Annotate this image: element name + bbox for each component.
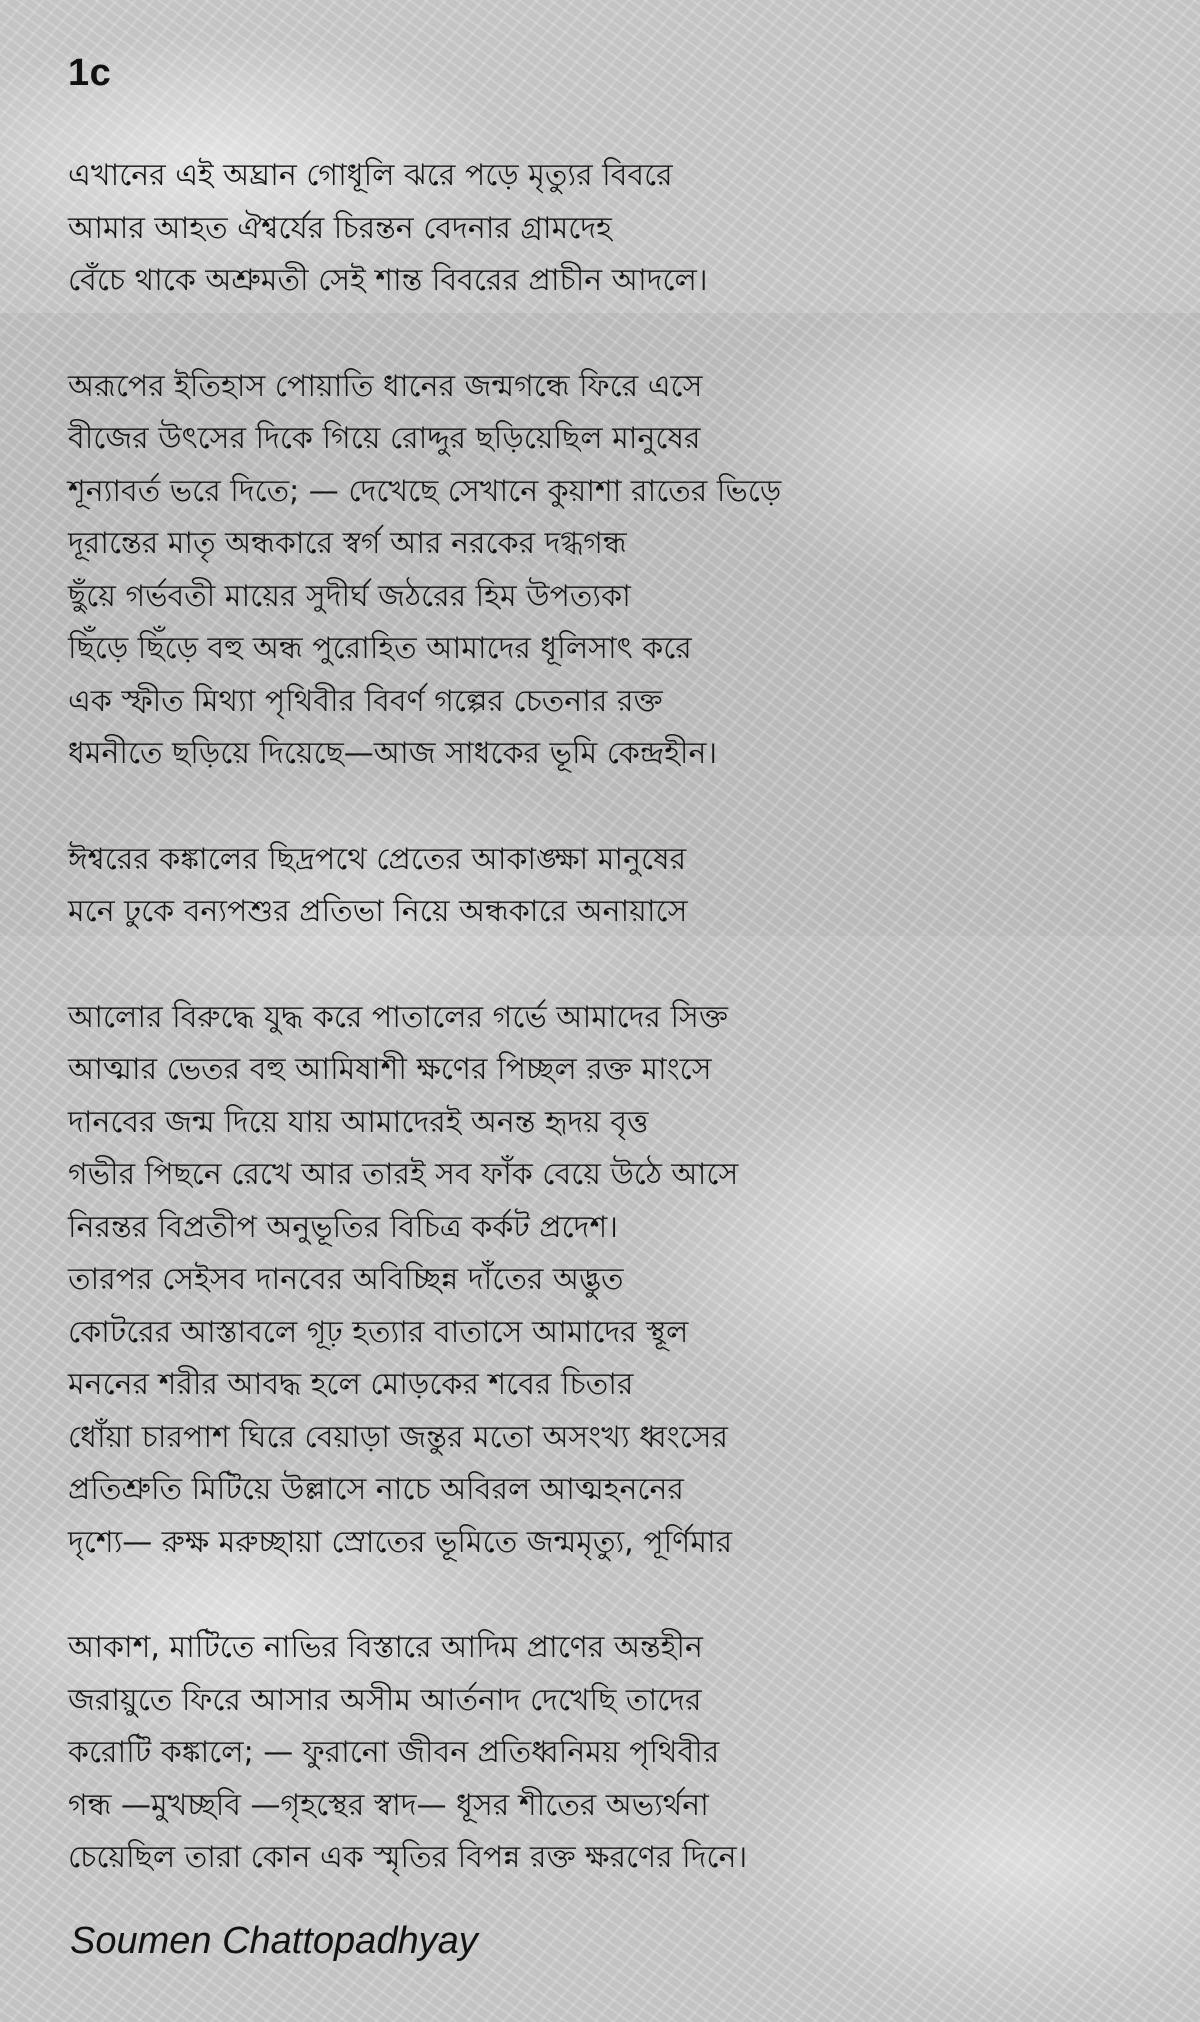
- poem-line: করোটি কঙ্কালে; — ফুরানো জীবন প্রতিধ্বনিময় পৃথিবীর: [68, 1735, 720, 1770]
- poem-line: আকাশ, মাটিতে নাভির বিস্তারে আদিম প্রাণের অন্তহীন: [68, 1630, 703, 1665]
- poem-line: ধোঁয়া চারপাশ ঘিরে বেয়াড়া জন্তুর মতো অসংখ্য ধ্বংসের: [68, 1419, 729, 1455]
- poem-line: চেয়েছিল তারা কোন এক স্মৃতির বিপন্ন রক্ত ক্ষরণের দিনে।: [68, 1840, 748, 1875]
- stanza: [68, 150, 1148, 308]
- poem-line: ধমনীতে ছড়িয়ে দিয়েছে—আজ সাধকের ভূমি কেন্দ্রহীন।: [68, 736, 718, 771]
- poem-line: আমার আহত ঐশ্বর্যের চিরন্তন বেদনার গ্রামদেহ: [68, 210, 612, 246]
- poem-line: ঈশ্বরের কঙ্কালের ছিদ্রপথে প্রেতের আকাঙ্ক্ষা মানুষের: [68, 841, 687, 877]
- poem-body: [68, 150, 1148, 1938]
- stanza: [68, 834, 1148, 939]
- poem-line: ছিঁড়ে ছিঁড়ে বহু অন্ধ পুরোহিত আমাদের ধূলিসাৎ করে: [68, 631, 692, 666]
- poem-line: ছুঁয়ে গর্ভবতী মায়ের সুদীর্ঘ জঠরের হিম উপত্যকা: [68, 578, 631, 614]
- poem-line: দানবের জন্ম দিয়ে যায় আমাদেরই অনন্ত হৃদয় বৃত্ত: [68, 1104, 649, 1140]
- poem-line: জরায়ুতে ফিরে আসার অসীম আর্তনাদ দেখেছি তাদের: [68, 1682, 702, 1718]
- poem-line: তারপর সেইসব দানবের অবিচ্ছিন্ন দাঁতের অদ্ভুত: [68, 1262, 624, 1297]
- poem-line: আলোর বিরুদ্ধে যুদ্ধ করে পাতালের গর্ভে আমাদের সিক্ত: [68, 999, 729, 1035]
- poem-line: শূন্যাবর্ত ভরে দিতে; — দেখেছে সেখানে কুয়াশা রাতের ভিড়ে: [68, 473, 782, 509]
- author-name: Soumen Chattopadhyay: [70, 1920, 478, 1962]
- poem-line: কোটরের আস্তাবলে গূঢ় হত্যার বাতাসে আমাদের স্থূল: [68, 1314, 689, 1350]
- stanza: [68, 361, 1148, 781]
- poem-line: আত্মার ভেতর বহু আমিষাশী ক্ষণের পিচ্ছল রক্ত মাংসে: [68, 1052, 712, 1087]
- poem-line: নিরন্তর বিপ্রতীপ অনুভূতির বিচিত্র কর্কট প্রদেশ।: [68, 1209, 618, 1245]
- poem-line: দূরান্তের মাতৃ অন্ধকারে স্বর্গ আর নরকের দগ্ধগন্ধ: [68, 526, 627, 561]
- poem-line: বীজের উৎসের দিকে গিয়ে রোদ্দুর ছড়িয়েছিল মানুষের: [68, 421, 701, 456]
- poem-line: গভীর পিছনে রেখে আর তারই সব ফাঁক বেয়ে উঠে আসে: [68, 1157, 739, 1192]
- poem-line: এখানের এই অঘ্রান গোধূলি ঝরে পড়ে মৃত্যুর বিবরে: [68, 158, 673, 193]
- poem-line: অরূপের ইতিহাস পোয়াতি ধানের জন্মগন্ধে ফিরে এসে: [68, 368, 703, 404]
- poem-title: 1c: [68, 52, 112, 94]
- poem-line: বেঁচে থাকে অশ্রুমতী সেই শান্ত বিবরের প্রাচীন আদলে।: [68, 263, 708, 298]
- poem-line: এক স্ফীত মিথ্যা পৃথিবীর বিবর্ণ গল্পের চেতনার রক্ত: [68, 683, 663, 719]
- poem-line: মনে ঢুকে বন্যপশুর প্রতিভা নিয়ে অন্ধকারে অনায়াসে: [68, 894, 688, 929]
- poem-line: দৃশ্যে— রুক্ষ মরুচ্ছায়া স্রোতের ভূমিতে জন্মমৃত্যু, পূর্ণিমার: [68, 1524, 733, 1560]
- poem-line: গন্ধ —মুখচ্ছবি —গৃহস্থের স্বাদ— ধূসর শীতের অভ্যর্থনা: [68, 1787, 709, 1823]
- poem-line: মননের শরীর আবদ্ধ হলে মোড়কের শবের চিতার: [68, 1367, 634, 1402]
- stanza: [68, 1622, 1148, 1885]
- stanza: [68, 992, 1148, 1570]
- poem-line: প্রতিশ্রুতি মিটিয়ে উল্লাসে নাচে অবিরল আত্মহননের: [68, 1472, 684, 1507]
